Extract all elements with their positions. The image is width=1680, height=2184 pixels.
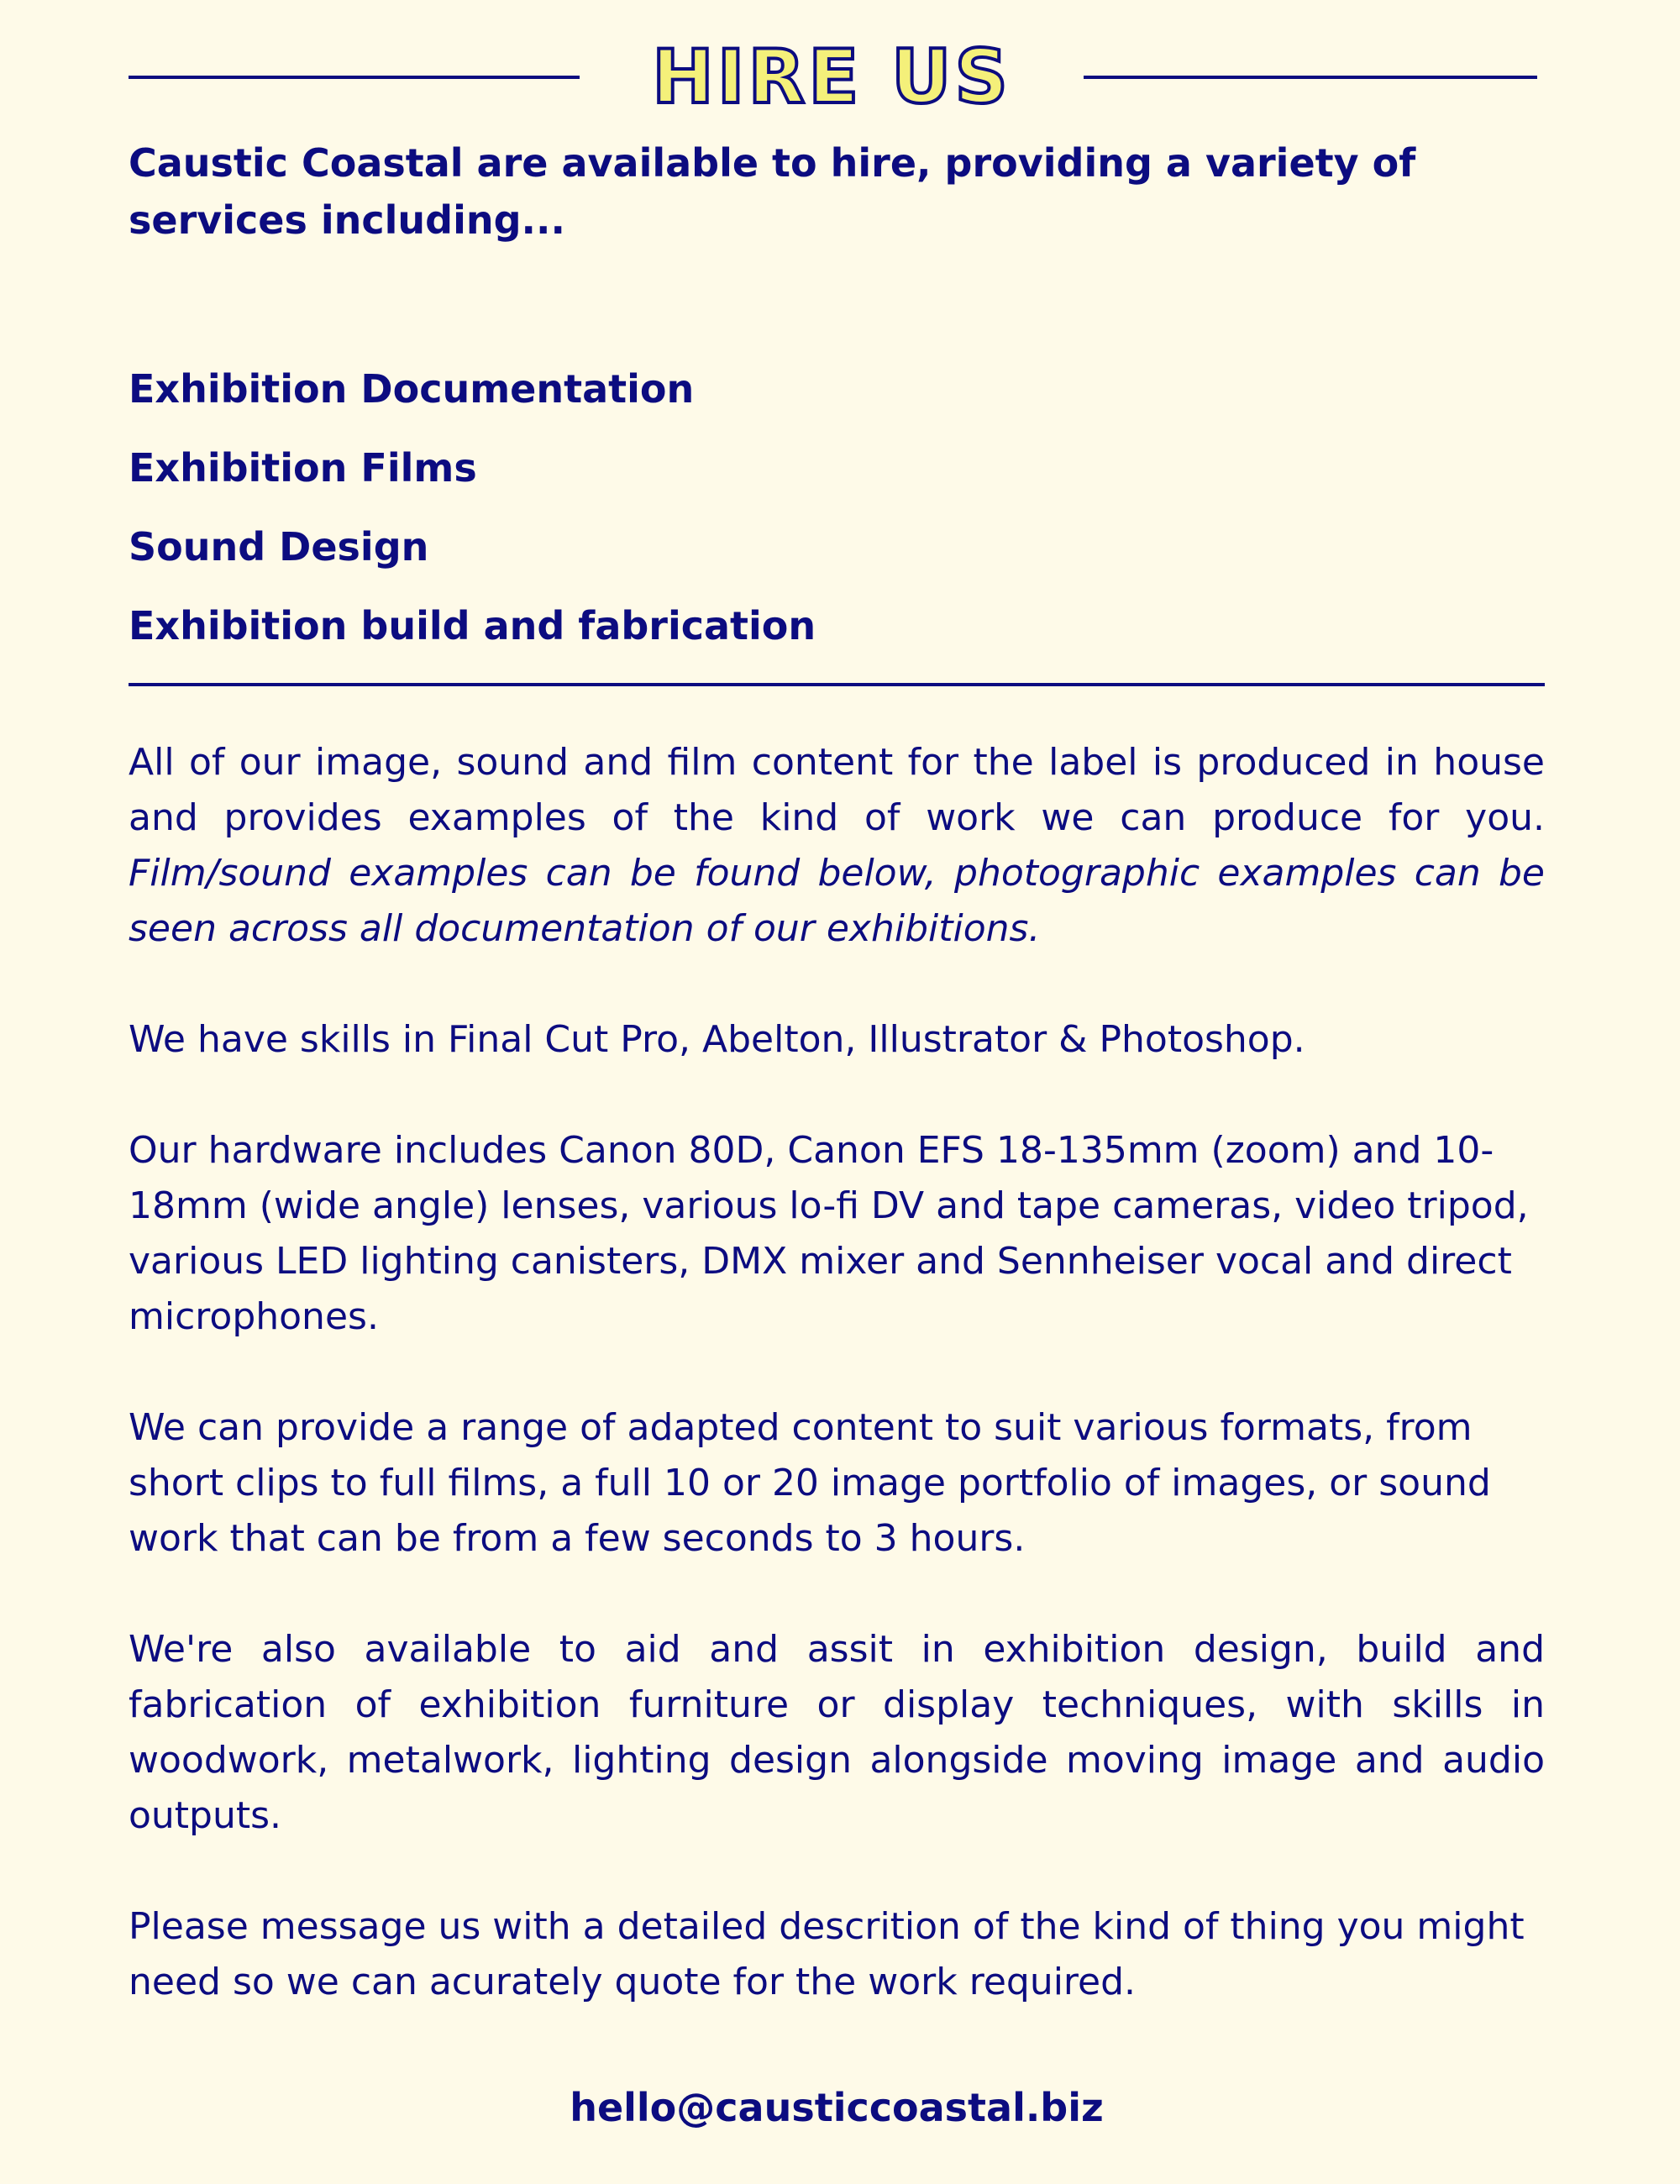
service-item-sound-design: Sound Design: [129, 524, 429, 570]
section-divider: [129, 683, 1545, 686]
paragraph-skills: We have skills in Final Cut Pro, Abelton, Illustrator & Photoshop.: [129, 1018, 1305, 1061]
paragraph-content-production: [129, 735, 1545, 957]
paragraph-adapted-content: We can provide a range of adapted content to suit various formats, from short clips to full films, a full 10 or 20 image portfolio of images, or sound work that can be from a few seconds to 3 hours.: [129, 1406, 1491, 1560]
header-rule-left: [129, 76, 580, 79]
services-list: [129, 349, 816, 665]
body-text: [129, 735, 1545, 2066]
hire-us-page: [129, 0, 1545, 2130]
paragraph-content-production-main: All of our image, sound and film content for the label is produced in house and provides examples of the kind of work we can produce for you.: [129, 741, 1545, 839]
paragraph-contact-request: Please message us with a detailed descrition of the kind of thing you might need so we can acurately quote for the work required.: [129, 1905, 1525, 2003]
header-rule-right: [1084, 76, 1537, 79]
service-item-films: Exhibition Films: [129, 445, 477, 491]
intro-text: Caustic Coastal are available to hire, providing a variety of services including...: [129, 140, 1416, 243]
paragraph-content-production-italic: Film/sound examples can be found below, photographic examples can be seen across all documentation of our exhibitions.: [129, 852, 1545, 950]
page-title: HIRE US: [652, 34, 1011, 120]
service-item-documentation: Exhibition Documentation: [129, 366, 695, 412]
paragraph-hardware: Our hardware includes Canon 80D, Canon EFS 18-135mm (zoom) and 10-18mm (wide angle) lenses, various lo-fi DV and tape cameras, video tripod, various LED lighting canisters, DMX mixer and Sennheiser vocal and direct microphones.: [129, 1129, 1529, 1338]
paragraph-exhibition-design: We're also available to aid and assit in exhibition design, build and fabrication of exhibition furniture or display techniques, with skills in woodwork, metalwork, lighting design alongside moving image and audio outputs.: [129, 1628, 1545, 1837]
service-item-build-fabrication: Exhibition build and fabrication: [129, 603, 816, 648]
contact-email-link[interactable]: hello@causticcoastal.biz: [570, 2085, 1104, 2130]
